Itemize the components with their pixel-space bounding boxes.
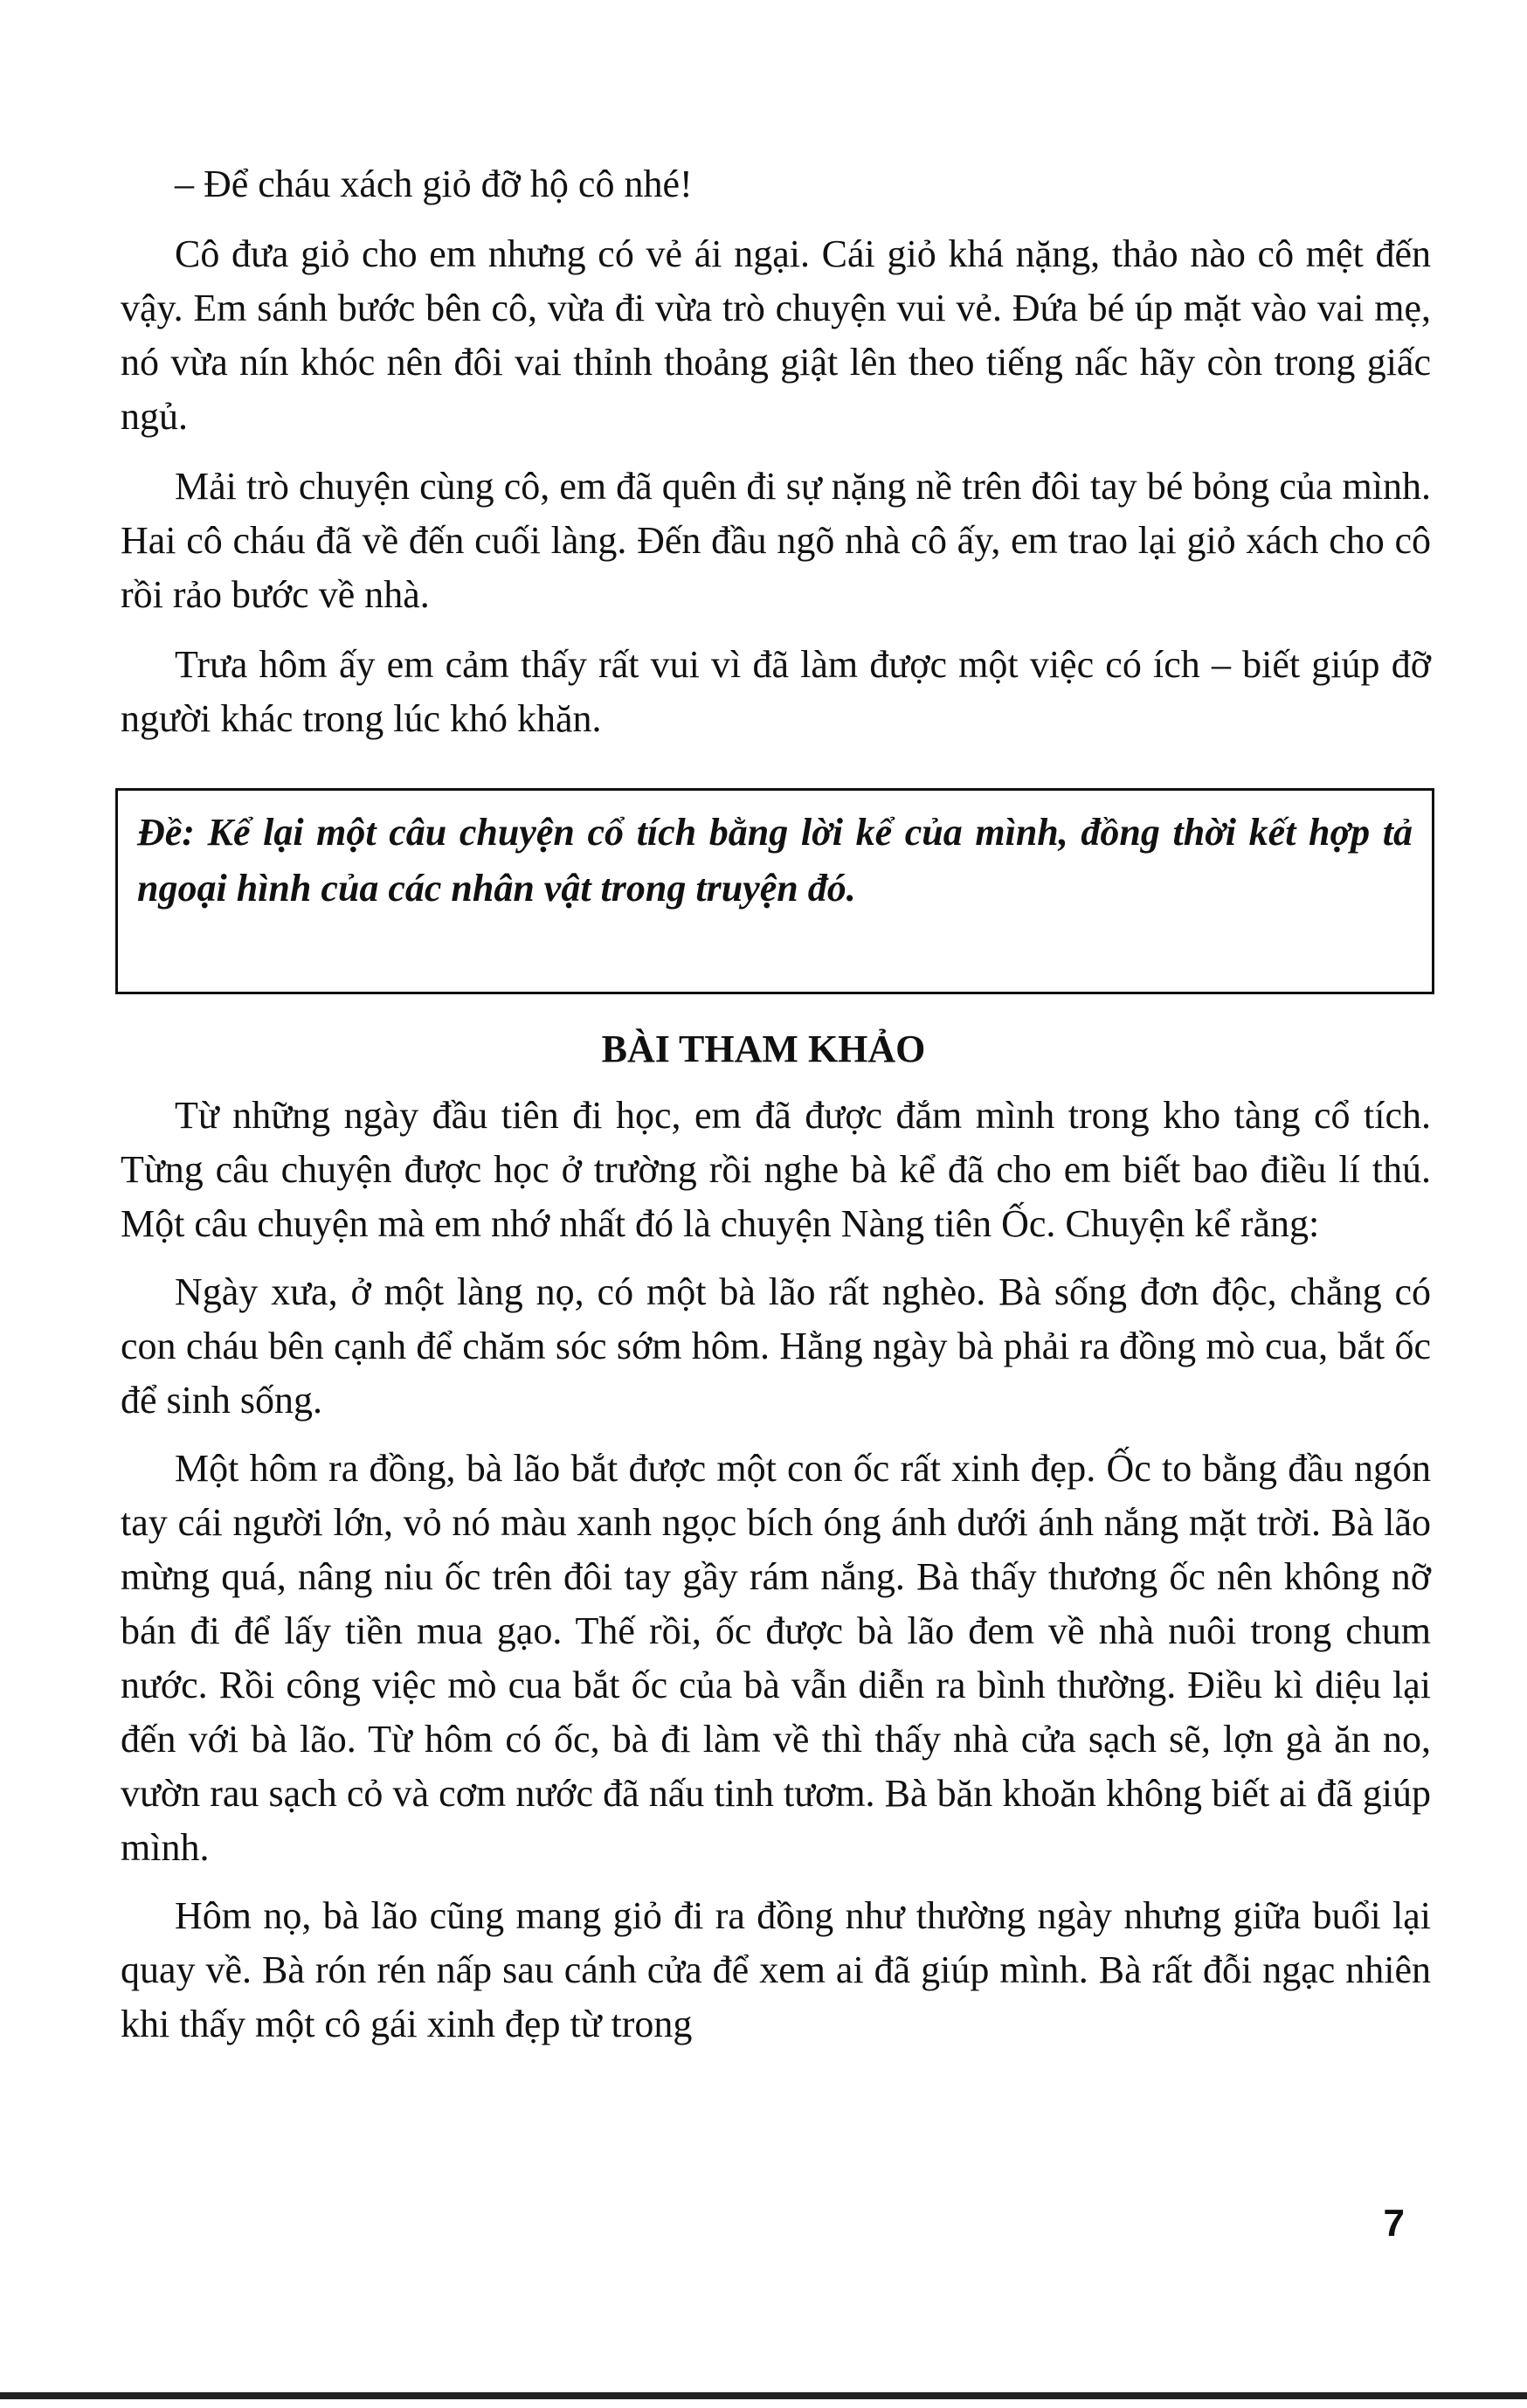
topic-box [115,788,1434,994]
paragraph: Một hôm ra đồng, bà lão bắt được một con ốc rất xinh đẹp. Ốc to bằng đầu ngón tay cái người lớn, vỏ nó màu xanh ngọc bích óng ánh dưới ánh nắng mặt trời. Bà lão mừng quá, nâng niu ốc trên đôi tay gầy rám nắng. Bà thấy thương ốc nên không nỡ bán đi để lấy tiền mua gạo. Thế rồi, ốc được bà lão đem về nhà nuôi trong chum nước. Rồi công việc mò cua bắt ốc của bà vẫn diễn ra bình thường. Điều kì diệu lại đến với bà lão. Từ hôm có ốc, bà đi làm về thì thấy nhà cửa sạch sẽ, lợn gà ăn no, vườn rau sạch cỏ và cơm nước đã nấu tinh tươm. Bà băn khoăn không biết ai đã giúp mình. [121,1447,1431,1869]
paragraph: Ngày xưa, ở một làng nọ, có một bà lão rất nghèo. Bà sống đơn độc, chẳng có con cháu bên cạnh để chăm sóc sớm hôm. Hằng ngày bà phải ra đồng mò cua, bắt ốc để sinh sống. [121,1270,1431,1422]
reference-essay [121,1089,1431,2065]
topic-text: Đề: Kể lại một câu chuyện cổ tích bằng lời kể của mình, đồng thời kết hợp tả ngoại hình của các nhân vật trong truyện đó. [137,811,1413,910]
page-number: 7 [1383,2202,1405,2245]
paragraph: Cô đưa giỏ cho em nhưng có vẻ ái ngại. Cái giỏ khá nặng, thảo nào cô mệt đến vậy. Em sánh bước bên cô, vừa đi vừa trò chuyện vui vẻ. Đứa bé úp mặt vào vai mẹ, nó vừa nín khóc nên đôi vai thỉnh thoảng giật lên theo tiếng nấc hãy còn trong giấc ngủ. [121,232,1431,438]
paragraph: Mải trò chuyện cùng cô, em đã quên đi sự nặng nề trên đôi tay bé bỏng của mình. Hai cô cháu đã về đến cuối làng. Đến đầu ngõ nhà cô ấy, em trao lại giỏ xách cho cô rồi rảo bước về nhà. [121,465,1431,616]
paragraph: Hôm nọ, bà lão cũng mang giỏ đi ra đồng như thường ngày nhưng giữa buổi lại quay về. Bà rón rén nấp sau cánh cửa để xem ai đã giúp mình. Bà rất đỗi ngạc nhiên khi thấy một cô gái xinh đẹp từ trong [121,1894,1431,2045]
page-bottom-edge [0,2392,1527,2399]
paragraph: Trưa hôm ấy em cảm thấy rất vui vì đã làm được một việc có ích – biết giúp đỡ người khác trong lúc khó khăn. [121,643,1431,740]
paragraph: – Để cháu xách giỏ đỡ hộ cô nhé! [175,163,693,205]
paragraph: Từ những ngày đầu tiên đi học, em đã được đắm mình trong kho tàng cổ tích. Từng câu chuyện được học ở trường rồi nghe bà kể đã cho em biết bao điều lí thú. Một câu chuyện mà em nhớ nhất đó là chuyện Nàng tiên Ốc. Chuyện kể rằng: [121,1094,1431,1245]
story-continuation [121,157,1431,762]
section-title: BÀI THAM KHẢO [601,1028,926,1070]
